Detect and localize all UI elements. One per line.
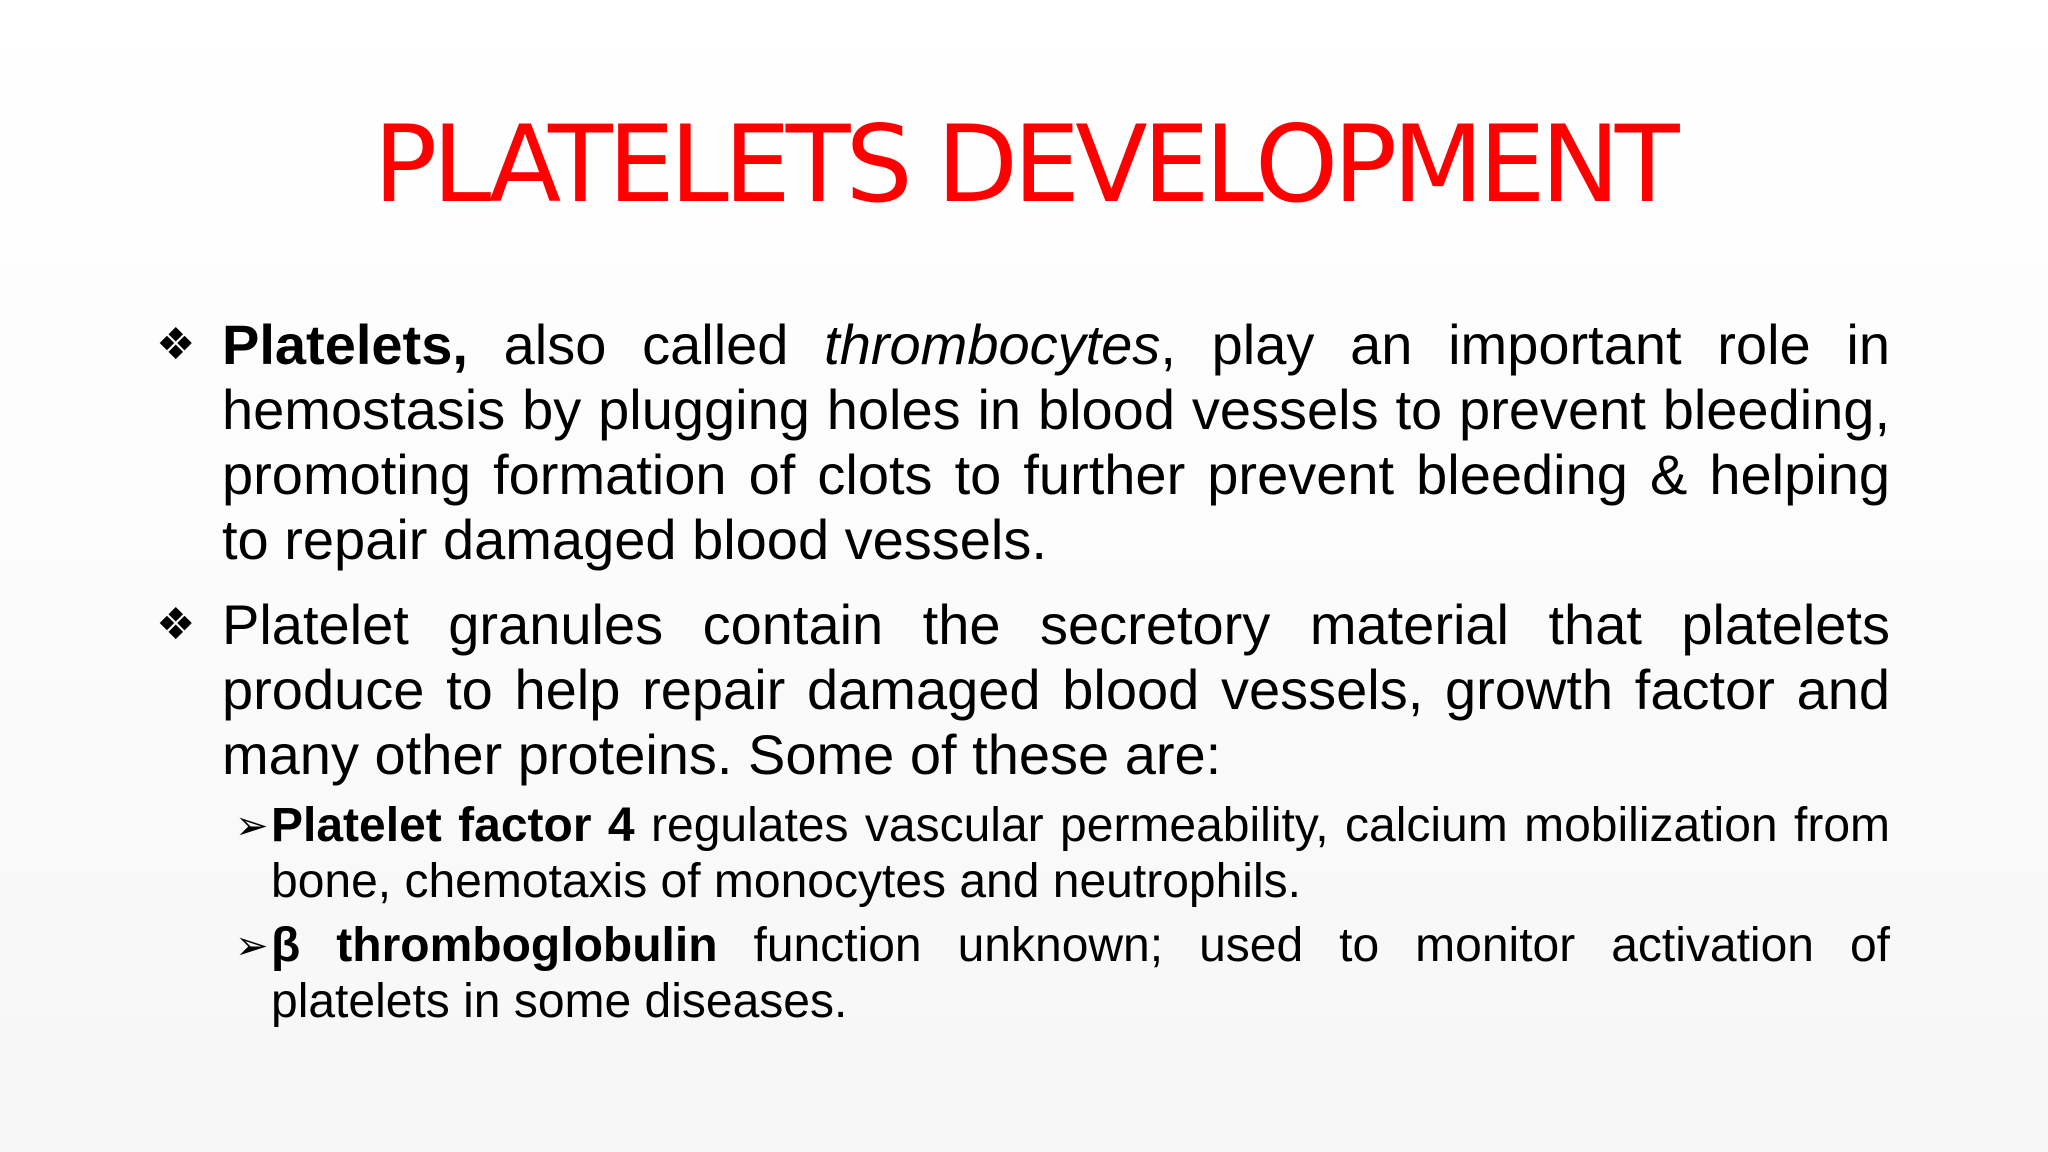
arrow-bullet-icon: ➢ bbox=[235, 923, 269, 969]
bullet-platelets bbox=[156, 312, 1890, 572]
sub-bullet-text: function unknown; used to monitor activation of platelets in some diseases. bbox=[271, 919, 1890, 1028]
bullet-italic-term: thrombocytes bbox=[824, 313, 1161, 376]
bullet-text: Platelet granules contain the secretory material that platelets produce to help repair damaged blood vessels, growth factor and many other proteins. Some of these are: bbox=[222, 593, 1890, 786]
sub-bullet-platelet-factor-4 bbox=[235, 798, 1890, 910]
sub-bullet-lead-term: Platelet factor 4 bbox=[271, 799, 635, 852]
sub-bullet-beta-thromboglobulin bbox=[235, 918, 1890, 1030]
diamond-bullet-icon: ❖ bbox=[156, 319, 196, 370]
arrow-bullet-icon: ➢ bbox=[235, 803, 269, 849]
bullet-text: , play an important role in hemostasis by plugging holes in blood vessels to prevent bleeding, promoting formation of clots to further prevent bleeding & helping to repair damaged blood vessels. bbox=[222, 313, 1890, 571]
bullet-lead-term: Platelets, bbox=[222, 313, 468, 376]
sub-bullet-lead-term: β thromboglobulin bbox=[271, 919, 718, 972]
sub-bullet-text: regulates vascular permeability, calcium mobilization from bone, chemotaxis of monocytes and neutrophils. bbox=[271, 799, 1890, 908]
bullet-platelet-granules bbox=[156, 592, 1890, 787]
bullet-text: also called bbox=[467, 313, 825, 376]
diamond-bullet-icon: ❖ bbox=[156, 599, 196, 650]
slide-title: PLATELETS DEVELOPMENT bbox=[373, 103, 1675, 226]
